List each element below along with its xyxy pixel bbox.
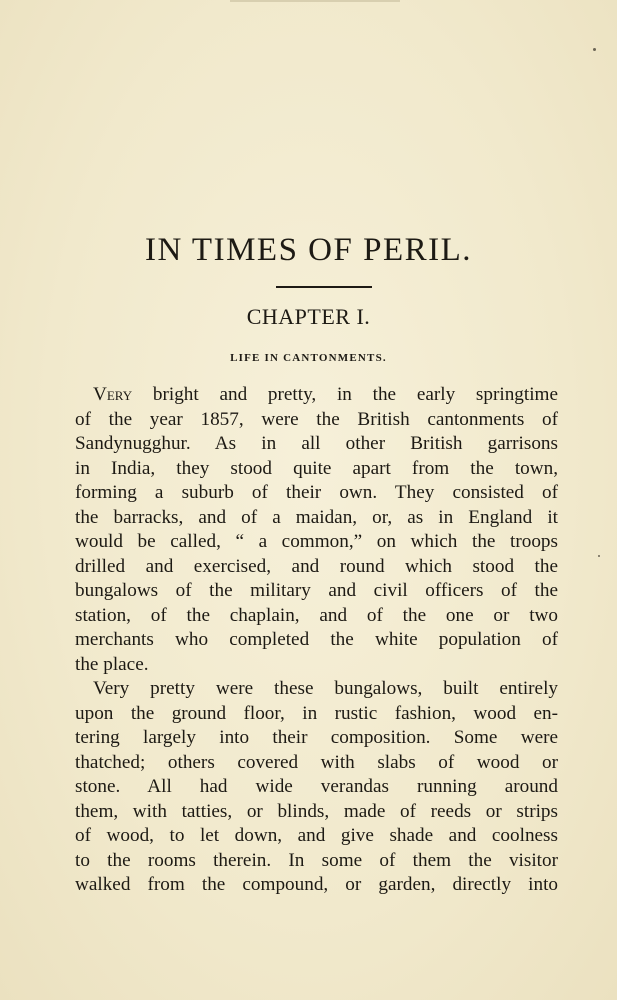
paragraph-1-line: merchants who completed the white population of [75, 629, 558, 650]
paragraph-1-line: Very bright and pretty, in the early springtime [93, 384, 558, 405]
chapter-heading: CHAPTER I. [246, 304, 371, 329]
paragraph-1-line: would be called, “ a common,” on which the troops [75, 531, 558, 552]
paper-speck [593, 48, 596, 51]
paragraph-1-line: station, of the chaplain, and of the one or two [75, 604, 558, 626]
paragraph-1-line: the barracks, and of a maidan, or, as in England it [75, 506, 558, 528]
paragraph-2-line: Very pretty were these bungalows, built entirely [93, 678, 558, 699]
title-divider [276, 286, 372, 288]
chapter-body [75, 383, 558, 898]
paragraph-2-line: stone. All had wide verandas running around [75, 776, 558, 797]
paragraph-1-line: of the year 1857, were the British cantonments of [75, 408, 558, 430]
paragraph-1-line: the place. [75, 653, 149, 675]
paragraph-2-line: them, with tatties, or blinds, made of reeds or strips [75, 800, 558, 822]
paragraph-2-line: of wood, to let down, and give shade and coolness [75, 825, 558, 846]
paragraph-2-line: to the rooms therein. In some of them the visitor [75, 849, 558, 871]
paragraph-1-line: drilled and exercised, and round which stood the [75, 555, 558, 577]
paragraph-2-line: upon the ground floor, in rustic fashion, wood en- [75, 702, 558, 724]
book-title: IN TIMES OF PERIL. [144, 232, 473, 268]
paper-speck [598, 555, 600, 557]
paragraph-1-line: bungalows of the military and civil officers of the [75, 580, 558, 601]
paragraph-1-line: in India, they stood quite apart from the town, [75, 457, 558, 479]
paragraph-1-line: forming a suburb of their own. They consisted of [75, 482, 558, 503]
paragraph-1-line: Sandynugghur. As in all other British garrisons [75, 433, 558, 454]
chapter-subtitle: LIFE IN CANTONMENTS. [230, 352, 387, 364]
opening-word: Very [93, 384, 133, 405]
paragraph-2-line: walked from the compound, or garden, directly into [75, 874, 558, 895]
page-edge-shadow [230, 0, 400, 2]
paragraph-2-line: thatched; others covered with slabs of wood or [75, 751, 558, 773]
paragraph-2-line: tering largely into their composition. Some were [75, 727, 558, 748]
